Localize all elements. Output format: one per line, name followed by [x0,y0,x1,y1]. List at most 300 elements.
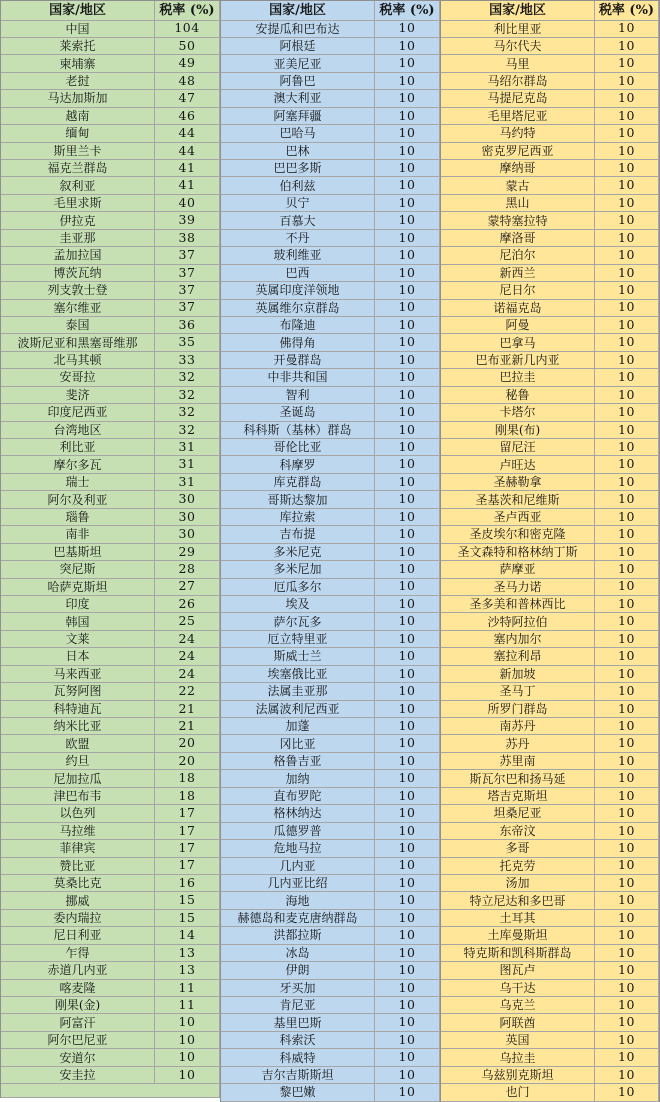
rate-cell: 10 [375,73,440,90]
country-cell: 英国 [441,1032,595,1049]
country-cell: 莱索托 [1,38,155,55]
country-cell: 安提瓜和巴布达 [221,21,375,38]
table-row [221,317,440,334]
rate-cell: 10 [595,439,659,456]
country-cell: 乌兹别克斯坦 [441,1067,595,1084]
rate-cell: 10 [595,596,659,613]
rate-cell: 10 [595,21,659,38]
country-cell: 百慕大 [221,212,375,229]
rate-cell: 10 [595,125,659,142]
table-row [221,334,440,351]
country-cell: 蒙特塞拉特 [441,212,595,229]
table-row [441,892,659,909]
table-row [1,352,220,369]
rate-cell: 10 [595,369,659,386]
country-cell: 菲律宾 [1,840,155,857]
rate-cell: 10 [375,265,440,282]
table-row [221,195,440,212]
rate-cell: 17 [155,823,220,840]
table-row [221,544,440,561]
rate-cell: 10 [595,840,659,857]
rate-cell: 10 [375,1084,440,1101]
country-cell: 吉尔吉斯斯坦 [221,1067,375,1084]
rate-cell: 10 [595,666,659,683]
country-cell: 摩洛哥 [441,230,595,247]
rate-cell: 10 [375,474,440,491]
country-cell: 斐济 [1,387,155,404]
table-row [221,788,440,805]
country-cell: 缅甸 [1,125,155,142]
table-row [1,648,220,665]
country-cell: 斯瓦尔巴和扬马延 [441,770,595,787]
table-row [441,544,659,561]
rate-cell: 36 [155,317,220,334]
country-cell: 厄瓜多尔 [221,579,375,596]
table-row [221,648,440,665]
table-row [1,108,220,125]
table-row [441,683,659,700]
rate-cell: 10 [375,945,440,962]
rate-cell: 10 [595,997,659,1014]
rate-cell: 10 [595,875,659,892]
rate-cell: 38 [155,230,220,247]
rate-cell: 44 [155,143,220,160]
rate-cell: 10 [375,509,440,526]
country-cell: 南苏丹 [441,718,595,735]
country-cell: 突尼斯 [1,561,155,578]
country-cell: 利比里亚 [441,21,595,38]
country-cell: 新西兰 [441,265,595,282]
rate-cell: 10 [375,962,440,979]
table-row [1,840,220,857]
rate-cell: 10 [375,579,440,596]
table-row [441,613,659,630]
table-row [1,474,220,491]
rate-cell: 32 [155,387,220,404]
rate-cell: 30 [155,526,220,543]
country-cell: 巴拉圭 [441,369,595,386]
table-row [221,212,440,229]
table-row [1,387,220,404]
table-row [1,404,220,421]
country-cell: 多米尼加 [221,561,375,578]
rate-cell: 37 [155,282,220,299]
rate-cell: 10 [375,770,440,787]
rate-cell: 10 [595,980,659,997]
tariff-column-3 [440,0,660,1102]
country-cell: 安哥拉 [1,369,155,386]
country-cell: 圣赫勒拿 [441,474,595,491]
table-row [441,579,659,596]
country-cell: 所罗门群岛 [441,701,595,718]
table-row [1,125,220,142]
table-row [441,735,659,752]
rate-cell: 44 [155,125,220,142]
table-row [441,143,659,160]
rate-cell: 10 [375,666,440,683]
table-row [1,927,220,944]
rate-cell: 10 [595,561,659,578]
country-cell: 圣诞岛 [221,404,375,421]
table-row [221,910,440,927]
table-row [1,422,220,439]
table-row [441,805,659,822]
country-cell: 马提尼克岛 [441,90,595,107]
country-cell: 摩尔多瓦 [1,456,155,473]
country-cell: 毛里求斯 [1,195,155,212]
table-row [221,875,440,892]
table-row [441,90,659,107]
country-cell: 柬埔寨 [1,55,155,72]
country-header-cell: 国家/地区 [221,1,375,21]
country-cell: 中非共和国 [221,369,375,386]
rate-cell: 26 [155,596,220,613]
table-row [1,718,220,735]
table-row [441,195,659,212]
rate-cell: 10 [595,735,659,752]
table-row [441,1049,659,1066]
country-cell: 纳米比亚 [1,718,155,735]
table-row [221,823,440,840]
table-row [441,509,659,526]
country-cell: 格林纳达 [221,805,375,822]
country-cell: 刚果(金) [1,997,155,1014]
rate-cell: 10 [375,143,440,160]
rate-cell: 10 [595,73,659,90]
rate-cell: 10 [375,875,440,892]
rate-cell: 29 [155,544,220,561]
country-cell: 列支敦士登 [1,282,155,299]
table-row [1,613,220,630]
country-cell: 加纳 [221,770,375,787]
table-row [221,247,440,264]
country-cell: 马尔代夫 [441,38,595,55]
rate-cell: 10 [595,962,659,979]
rate-cell: 21 [155,701,220,718]
country-cell: 哥伦比亚 [221,439,375,456]
table-row [441,404,659,421]
table-row [1,230,220,247]
rate-cell: 10 [375,596,440,613]
rate-cell: 40 [155,195,220,212]
country-cell: 坦桑尼亚 [441,805,595,822]
rate-cell: 21 [155,718,220,735]
table-row [441,718,659,735]
table-row [221,683,440,700]
rate-cell: 10 [595,90,659,107]
table-row [441,491,659,508]
rate-cell: 10 [595,579,659,596]
rate-cell: 13 [155,945,220,962]
country-cell: 伊朗 [221,962,375,979]
rate-cell: 10 [375,247,440,264]
rate-header-cell: 税率 (%) [375,1,440,21]
country-cell: 黑山 [441,195,595,212]
table-row [221,456,440,473]
table-row [1,962,220,979]
table-row [221,509,440,526]
rate-cell: 10 [375,1014,440,1031]
country-cell: 洪都拉斯 [221,927,375,944]
table-row [1,596,220,613]
country-cell: 马来西亚 [1,666,155,683]
table-row [221,38,440,55]
table-row [441,369,659,386]
rate-cell: 31 [155,439,220,456]
rate-cell: 10 [375,1032,440,1049]
table-row [1,282,220,299]
country-cell: 英属维尔京群岛 [221,300,375,317]
country-cell: 阿联酋 [441,1014,595,1031]
rate-cell: 10 [595,631,659,648]
country-cell: 瓜德罗普 [221,823,375,840]
rate-cell: 10 [375,997,440,1014]
table-row [441,526,659,543]
rate-cell: 14 [155,927,220,944]
country-cell: 开曼群岛 [221,352,375,369]
country-cell: 智利 [221,387,375,404]
country-cell: 法属圭亚那 [221,683,375,700]
table-row [221,962,440,979]
country-cell: 哈萨克斯坦 [1,579,155,596]
rate-cell: 10 [595,474,659,491]
country-cell: 土耳其 [441,910,595,927]
rate-cell: 10 [595,177,659,194]
rate-cell: 10 [595,230,659,247]
rate-cell: 10 [375,805,440,822]
table-row [1,1014,220,1031]
rate-cell: 37 [155,300,220,317]
table-row [1,561,220,578]
header-row [441,1,659,21]
table-row [1,73,220,90]
table-row [441,927,659,944]
table-row [441,666,659,683]
country-cell: 苏里南 [441,753,595,770]
country-cell: 阿曼 [441,317,595,334]
country-cell: 尼加拉瓜 [1,770,155,787]
rate-cell: 10 [375,160,440,177]
rate-cell: 10 [375,108,440,125]
country-cell: 台湾地区 [1,422,155,439]
table-row [1,456,220,473]
rate-cell: 10 [375,21,440,38]
country-cell: 图瓦卢 [441,962,595,979]
rate-cell: 10 [595,1032,659,1049]
country-cell: 东帝汶 [441,823,595,840]
rate-cell: 10 [375,404,440,421]
country-cell: 黎巴嫩 [221,1084,375,1101]
rate-cell: 10 [595,648,659,665]
table-row [441,38,659,55]
country-cell: 塔吉克斯坦 [441,788,595,805]
country-header-cell: 国家/地区 [1,1,155,21]
table-row [1,212,220,229]
country-header-cell: 国家/地区 [441,1,595,21]
country-cell: 法属波利尼西亚 [221,701,375,718]
rate-cell: 35 [155,334,220,351]
tariff-column-1 [0,0,220,1098]
rate-cell: 17 [155,858,220,875]
rate-cell: 13 [155,962,220,979]
country-cell: 海地 [221,892,375,909]
country-cell: 蒙古 [441,177,595,194]
table-row [441,648,659,665]
rate-cell: 24 [155,648,220,665]
country-cell: 斯里兰卡 [1,143,155,160]
rate-cell: 10 [595,265,659,282]
table-row [1,910,220,927]
country-cell: 埃及 [221,596,375,613]
rate-cell: 10 [595,683,659,700]
rate-cell: 16 [155,875,220,892]
rate-cell: 10 [375,788,440,805]
rate-cell: 10 [375,352,440,369]
country-cell: 格鲁吉亚 [221,753,375,770]
rate-cell: 31 [155,474,220,491]
rate-cell: 20 [155,753,220,770]
table-row [441,55,659,72]
rate-cell: 10 [595,805,659,822]
table-row [441,945,659,962]
country-cell: 圣基茨和尼维斯 [441,491,595,508]
country-cell: 英属印度洋领地 [221,282,375,299]
rate-cell: 39 [155,212,220,229]
table-row [221,491,440,508]
country-cell: 以色列 [1,805,155,822]
table-row [221,561,440,578]
country-cell: 老挝 [1,73,155,90]
country-cell: 卢旺达 [441,456,595,473]
country-cell: 库克群岛 [221,474,375,491]
table-row [441,701,659,718]
rate-cell: 10 [595,1084,659,1101]
country-cell: 土库曼斯坦 [441,927,595,944]
table-row [1,265,220,282]
table-row [221,474,440,491]
table-row [441,387,659,404]
country-cell: 摩纳哥 [441,160,595,177]
table-row [221,596,440,613]
table-row [441,962,659,979]
country-cell: 叙利亚 [1,177,155,194]
rate-cell: 10 [375,38,440,55]
rate-cell: 10 [595,770,659,787]
country-cell: 佛得角 [221,334,375,351]
table-row [221,927,440,944]
country-cell: 留尼汪 [441,439,595,456]
table-row [1,753,220,770]
table-row [221,55,440,72]
rate-cell: 32 [155,369,220,386]
rate-cell: 10 [375,1049,440,1066]
rate-cell: 49 [155,55,220,72]
table-row [441,265,659,282]
table-row [221,1032,440,1049]
country-cell: 玻利维亚 [221,247,375,264]
country-cell: 厄立特里亚 [221,631,375,648]
table-row [221,369,440,386]
country-cell: 利比亚 [1,439,155,456]
country-cell: 马绍尔群岛 [441,73,595,90]
rate-cell: 32 [155,404,220,421]
table-row [441,282,659,299]
rate-cell: 24 [155,631,220,648]
country-cell: 孟加拉国 [1,247,155,264]
table-row [441,300,659,317]
table-row [1,90,220,107]
table-row [221,143,440,160]
country-cell: 澳大利亚 [221,90,375,107]
rate-cell: 32 [155,422,220,439]
table-row [1,177,220,194]
country-cell: 牙买加 [221,980,375,997]
table-row [221,858,440,875]
table-row [441,125,659,142]
table-row [441,247,659,264]
table-row [441,858,659,875]
table-row [1,1049,220,1066]
rate-cell: 30 [155,491,220,508]
rate-cell: 10 [595,317,659,334]
country-cell: 秘鲁 [441,387,595,404]
rate-cell: 10 [375,177,440,194]
country-cell: 阿尔及利亚 [1,491,155,508]
table-row [441,788,659,805]
table-row [221,439,440,456]
table-row [221,980,440,997]
table-row [1,770,220,787]
country-cell: 直布罗陀 [221,788,375,805]
table-row [1,892,220,909]
country-cell: 挪威 [1,892,155,909]
rate-cell: 10 [375,735,440,752]
rate-cell: 10 [595,910,659,927]
table-row [221,526,440,543]
country-cell: 韩国 [1,613,155,630]
table-row [221,90,440,107]
rate-cell: 10 [595,55,659,72]
country-cell: 汤加 [441,875,595,892]
country-cell: 瑞士 [1,474,155,491]
rate-cell: 48 [155,73,220,90]
rate-cell: 10 [595,491,659,508]
country-cell: 乍得 [1,945,155,962]
country-cell: 科索沃 [221,1032,375,1049]
table-row [441,352,659,369]
country-cell: 冰岛 [221,945,375,962]
country-cell: 北马其顿 [1,352,155,369]
country-cell: 波斯尼亚和黑塞哥维那 [1,334,155,351]
rate-cell: 10 [375,230,440,247]
rate-cell: 50 [155,38,220,55]
rate-cell: 10 [595,701,659,718]
rate-cell: 10 [375,840,440,857]
country-cell: 贝宁 [221,195,375,212]
rate-cell: 31 [155,456,220,473]
country-cell: 塞拉利昂 [441,648,595,665]
country-cell: 刚果(布) [441,422,595,439]
country-cell: 巴西 [221,265,375,282]
rate-cell: 10 [155,1014,220,1031]
rate-cell: 11 [155,980,220,997]
country-cell: 泰国 [1,317,155,334]
table-row [1,247,220,264]
country-cell: 圣多美和普林西比 [441,596,595,613]
table-row [441,997,659,1014]
rate-cell: 10 [375,980,440,997]
country-cell: 安圭拉 [1,1067,155,1084]
